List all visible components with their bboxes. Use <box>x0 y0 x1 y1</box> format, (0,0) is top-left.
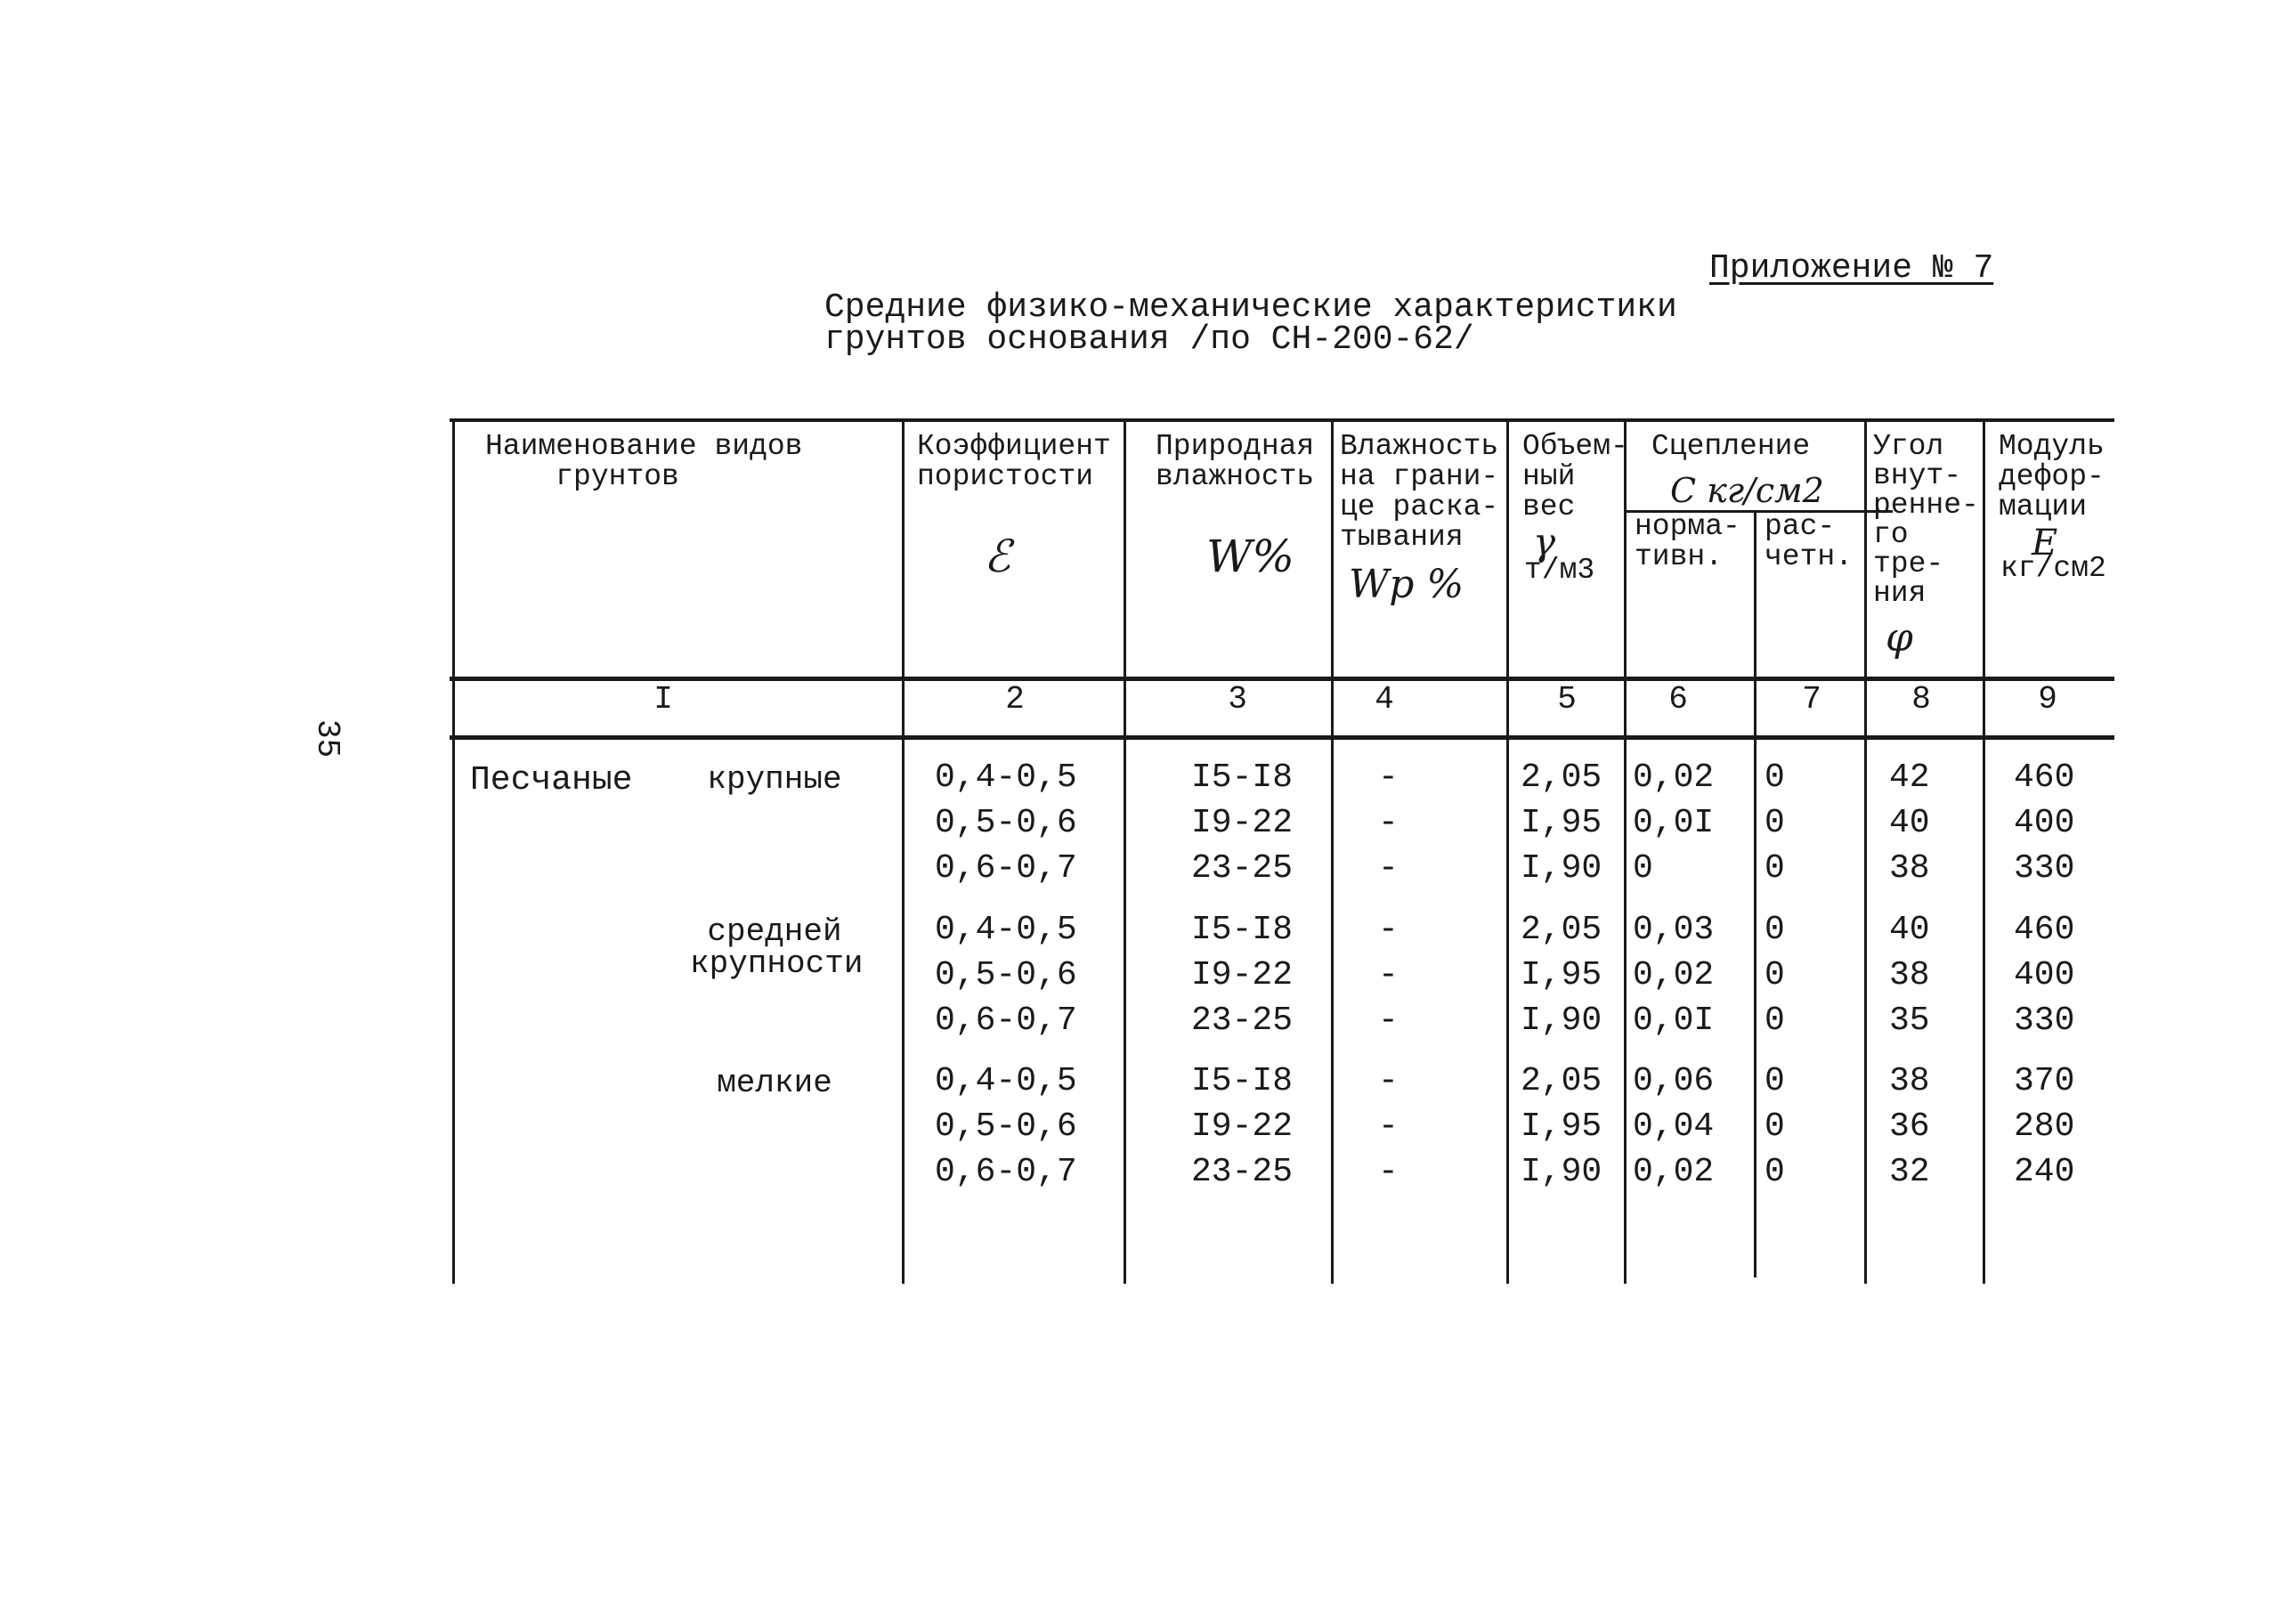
table-cell: 460 <box>2014 758 2075 797</box>
table-cell: 0,02 <box>1633 1153 1715 1191</box>
table-cell: - <box>1378 911 1399 949</box>
column-number: 4 <box>1375 681 1394 718</box>
header-deformation-modulus: Модуль дефор- мации <box>1999 430 2105 523</box>
header-soil-type: Наименование видов грунтов <box>485 430 803 493</box>
moisture-symbol: W% <box>1206 531 1294 582</box>
soil-subtype-label: средней крупности <box>690 913 864 982</box>
table-cell: 2,05 <box>1521 911 1602 949</box>
table-cell: 0,5-0,6 <box>935 956 1077 994</box>
table-cell: 280 <box>2014 1107 2075 1146</box>
table-cell: 0 <box>1765 1153 1785 1191</box>
table-cell: 23-25 <box>1191 849 1294 888</box>
table-cell: 0,04 <box>1633 1107 1715 1146</box>
table-cell: 35 <box>1889 1002 1930 1040</box>
column-divider-8 <box>1983 420 1985 1284</box>
column-number: 7 <box>1802 681 1821 718</box>
column-divider-6 <box>1754 512 1756 1277</box>
column-divider-3 <box>1331 420 1334 1284</box>
unit-weight-symbol: γ <box>1533 520 1556 564</box>
column-number: I <box>653 681 673 718</box>
cohesion-symbol: С кг/см2 <box>1670 471 1824 510</box>
table-cell: 0 <box>1765 849 1785 888</box>
table-cell: 0,4-0,5 <box>935 758 1077 797</box>
column-number: 6 <box>1668 681 1688 718</box>
table-cell: 460 <box>2014 911 2075 949</box>
table-cell: 0,02 <box>1633 758 1715 797</box>
unit-weight-unit: т/м3 <box>1524 554 1595 587</box>
title-line-1: Средние физико-механические характеристики <box>824 288 1677 327</box>
table-cell: 23-25 <box>1191 1153 1294 1191</box>
table-cell: I,95 <box>1521 956 1602 994</box>
table-cell: 0,5-0,6 <box>935 804 1077 842</box>
table-cell: 36 <box>1889 1107 1930 1146</box>
soil-subtype-label: крупные <box>707 761 842 798</box>
header-porosity: Коэффициент пористости <box>917 430 1111 493</box>
table-cell: I,90 <box>1521 1002 1602 1040</box>
column-number: 8 <box>1911 681 1931 718</box>
table-cell: 400 <box>2014 804 2075 842</box>
table-cell: 0,03 <box>1633 911 1715 949</box>
table-cell: I,90 <box>1521 849 1602 888</box>
table-cell: 0,0I <box>1633 1002 1715 1040</box>
table-cell: 400 <box>2014 956 2075 994</box>
table-cell: I9-22 <box>1191 956 1294 994</box>
header-plastic-limit: Влажность на грани- це раска- тывания <box>1340 430 1499 554</box>
table-cell: 0 <box>1765 1107 1785 1146</box>
soil-subtype-label: мелкие <box>717 1065 832 1101</box>
appendix-label: Приложение № 7 <box>1709 249 1994 288</box>
table-cell: I,90 <box>1521 1153 1602 1191</box>
column-divider-4 <box>1506 420 1509 1284</box>
table-cell: 2,05 <box>1521 1062 1602 1100</box>
table-cell: I,95 <box>1521 804 1602 842</box>
table-cell: 0 <box>1633 849 1653 888</box>
deformation-modulus-unit: кг/см2 <box>2000 552 2106 585</box>
table-cell: - <box>1378 1107 1399 1146</box>
table-cell: 2,05 <box>1521 758 1602 797</box>
header-cohesion: Сцепление <box>1651 430 1811 463</box>
header-unit-weight: Объем- ный вес <box>1522 430 1628 523</box>
table-cell: 330 <box>2014 849 2075 888</box>
table-cell: - <box>1378 804 1399 842</box>
table-cell: 32 <box>1889 1153 1930 1191</box>
column-divider-5 <box>1624 420 1627 1284</box>
column-number: 5 <box>1557 681 1577 718</box>
porosity-symbol: ℰ <box>984 531 1011 582</box>
table-cell: 0 <box>1765 804 1785 842</box>
table-cell: 38 <box>1889 849 1930 888</box>
table-cell: 38 <box>1889 1062 1930 1100</box>
friction-angle-symbol: φ <box>1886 615 1913 661</box>
table-cell: I9-22 <box>1191 804 1294 842</box>
table-cell: - <box>1378 758 1399 797</box>
table-cell: I5-I8 <box>1191 758 1294 797</box>
table-cell: 0,6-0,7 <box>935 1002 1077 1040</box>
table-cell: - <box>1378 849 1399 888</box>
table-cell: 0,6-0,7 <box>935 1153 1077 1191</box>
header-moisture: Природная влажность <box>1156 430 1315 493</box>
table-cell: 0,06 <box>1633 1062 1715 1100</box>
table-cell: I5-I8 <box>1191 911 1294 949</box>
table-cell: 0 <box>1765 758 1785 797</box>
table-cell: - <box>1378 1153 1399 1191</box>
table-cell: - <box>1378 956 1399 994</box>
table-cell: 0 <box>1765 956 1785 994</box>
table-cell: 38 <box>1889 956 1930 994</box>
table-cell: 42 <box>1889 758 1930 797</box>
table-cell: 370 <box>2014 1062 2075 1100</box>
table-cell: 330 <box>2014 1002 2075 1040</box>
header-cohesion-normative: норма- тивн. <box>1635 510 1740 573</box>
table-cell: 23-25 <box>1191 1002 1294 1040</box>
soil-type-label: Песчаные <box>470 761 633 799</box>
document-title <box>824 288 1677 359</box>
table-cell: 0,0I <box>1633 804 1715 842</box>
plastic-limit-symbol: Wр % <box>1349 562 1464 607</box>
table-cell: 240 <box>2014 1153 2075 1191</box>
column-number: 9 <box>2038 681 2057 718</box>
column-number: 2 <box>1005 681 1025 718</box>
table-cell: 0 <box>1765 911 1785 949</box>
table-cell: - <box>1378 1002 1399 1040</box>
deformation-modulus-symbol: E <box>2032 523 2058 564</box>
table-cell: 40 <box>1889 804 1930 842</box>
column-divider-2 <box>1124 420 1126 1284</box>
table-cell: I9-22 <box>1191 1107 1294 1146</box>
table-cell: 40 <box>1889 911 1930 949</box>
table-cell: 0,4-0,5 <box>935 1062 1077 1100</box>
table-cell: 0,4-0,5 <box>935 911 1077 949</box>
table-cell: I5-I8 <box>1191 1062 1294 1100</box>
table-cell: - <box>1378 1062 1399 1100</box>
column-number: 3 <box>1228 681 1247 718</box>
table-cell: 0 <box>1765 1002 1785 1040</box>
header-cohesion-design: рас- четн. <box>1765 510 1854 573</box>
header-friction-angle: Угол внут- ренне- го тре- ния <box>1873 430 1979 610</box>
table-cell: 0 <box>1765 1062 1785 1100</box>
table-cell: 0,02 <box>1633 956 1715 994</box>
table-cell: I,95 <box>1521 1107 1602 1146</box>
page-number: 35 <box>309 719 345 758</box>
table-cell: 0,6-0,7 <box>935 849 1077 888</box>
table-cell: 0,5-0,6 <box>935 1107 1077 1146</box>
column-divider-1 <box>902 420 905 1284</box>
table-left-border <box>452 420 455 1284</box>
column-divider-7 <box>1864 420 1867 1284</box>
title-line-2: грунтов основания /по СН-200-62/ <box>824 320 1474 359</box>
